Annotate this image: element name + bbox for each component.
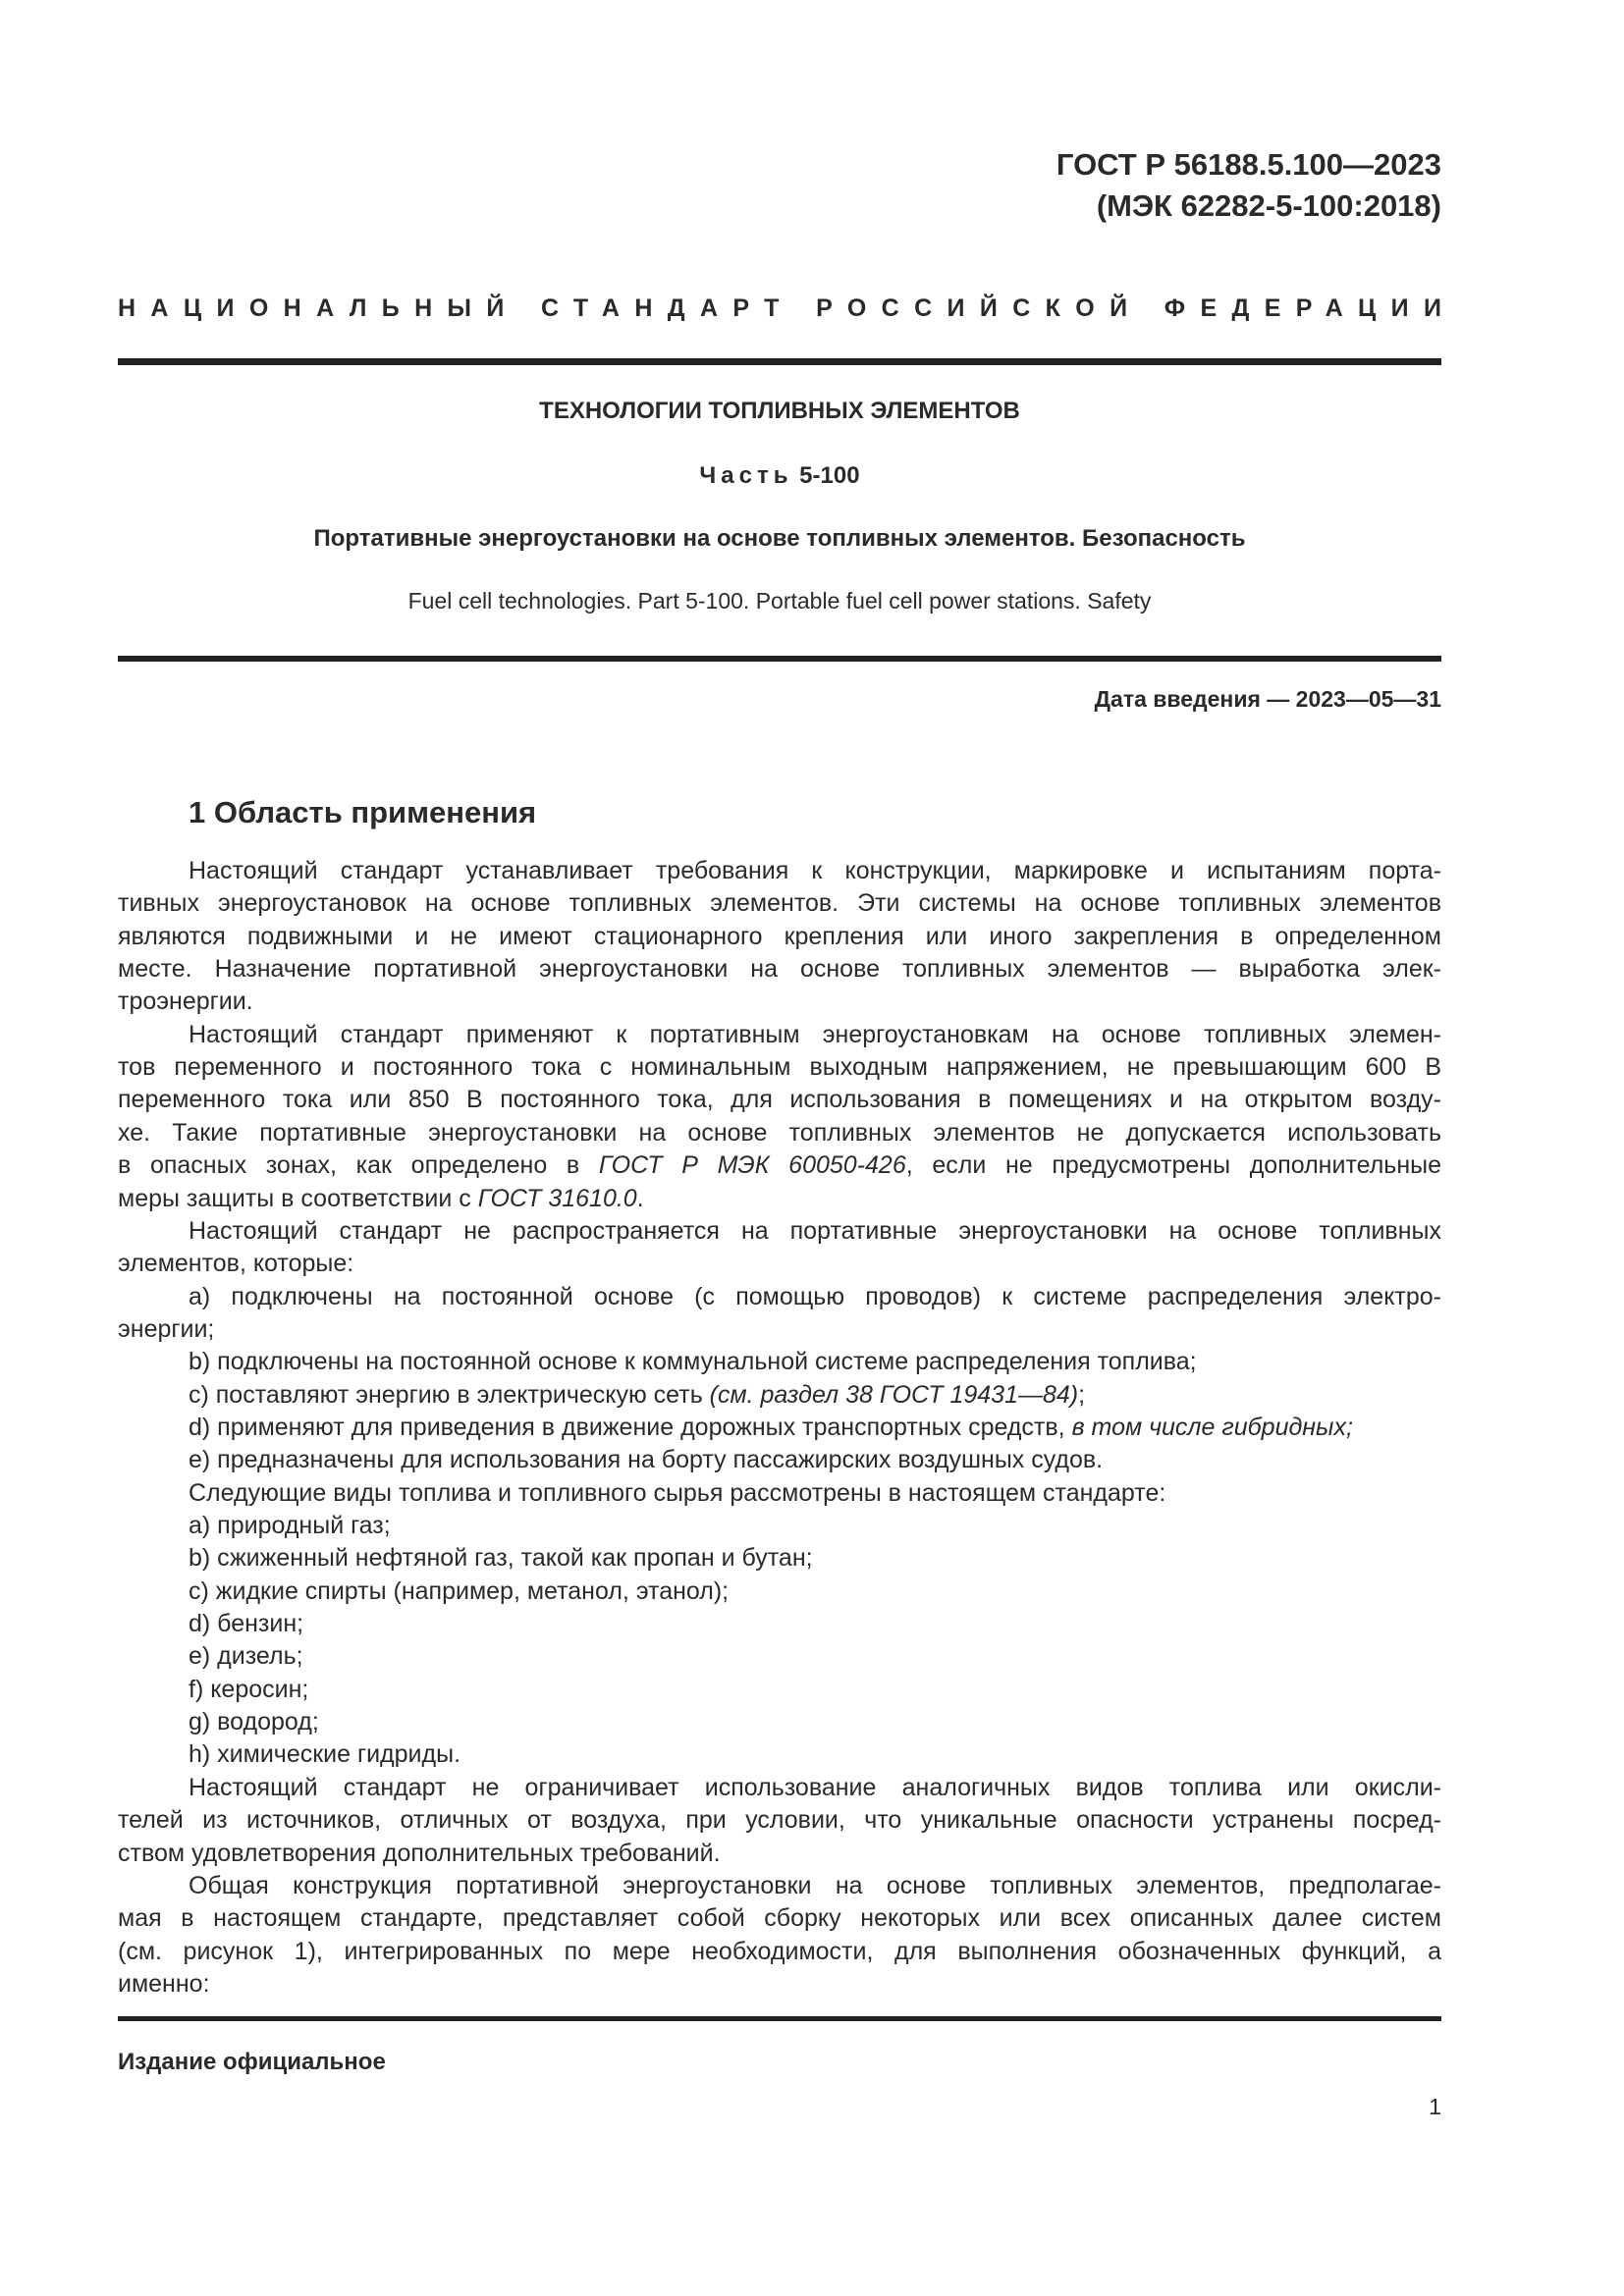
part-word: Часть — [699, 462, 793, 489]
text-segment: энергии; — [118, 1314, 215, 1343]
part-label — [118, 462, 1441, 490]
text-line — [118, 1675, 1441, 1704]
text-line — [118, 856, 1441, 885]
text-segment: переменного тока или 850 В постоянного тока, для использования в помещениях и на открытом возду- — [118, 1086, 1441, 1114]
text-line — [118, 1118, 1441, 1148]
text-segment: e) предназначены для использования на борту пассажирских воздушных судов. — [189, 1446, 1104, 1474]
text-segment: Следующие виды топлива и топливного сырья рассмотрены в настоящем стандарте: — [189, 1478, 1166, 1507]
national-standard-banner: НАЦИОНАЛЬНЫЙ СТАНДАРТ РОССИЙСКОЙ ФЕДЕРАЦИИ — [118, 294, 1457, 322]
text-line — [118, 1707, 1441, 1736]
reference-text: (см. раздел 38 ГОСТ 19431—84) — [709, 1380, 1079, 1409]
introduction-date: Дата введения — 2023—05—31 — [1094, 686, 1441, 712]
official-edition-label: Издание официальное — [118, 2049, 386, 2075]
part-number: 5-100 — [799, 462, 860, 489]
text-segment: d) применяют для приведения в движение дорожных транспортных средств, — [189, 1413, 1072, 1441]
text-line — [118, 1347, 1441, 1376]
text-segment: элементов, которые: — [118, 1250, 354, 1278]
text-segment: месте. Назначение портативной энергоустановки на основе топливных элементов — выработка элек- — [118, 955, 1441, 984]
text-line — [118, 1805, 1441, 1835]
document-title: ТЕХНОЛОГИИ ТОПЛИВНЫХ ЭЛЕМЕНТОВ — [539, 398, 1020, 424]
bottom-divider — [118, 2016, 1441, 2021]
text-line — [118, 1184, 1441, 1213]
text-line — [118, 1413, 1441, 1442]
text-segment: Настоящий стандарт применяют к портативным энергоустановкам на основе топливных элемен- — [189, 1020, 1441, 1048]
text-line — [118, 1839, 1441, 1868]
text-segment: тивных энергоустановок на основе топливных элементов. Эти системы на основе топливных элементов — [118, 889, 1441, 918]
text-segment: c) жидкие спирты (например, метанол, этанол); — [189, 1576, 730, 1605]
reference-text: ГОСТ Р МЭК 60050-426 — [598, 1151, 906, 1180]
text-segment: b) сжиженный нефтяной газ, такой как пропан и бутан; — [189, 1544, 813, 1573]
text-line — [118, 1773, 1441, 1802]
text-segment: являются подвижными и не имеют стационарного крепления или иного закрепления в определенном — [118, 922, 1441, 950]
text-segment: троэнергии. — [118, 988, 253, 1016]
text-line — [118, 1903, 1441, 1933]
text-line — [118, 888, 1441, 918]
text-segment: тов переменного и постоянного тока с номинальным выходным напряжением, не превышающим 600 В — [118, 1053, 1441, 1082]
text-segment: , если не предусмотрены дополнительные — [905, 1151, 1441, 1180]
text-line — [118, 1380, 1441, 1410]
english-title: Fuel cell technologies. Part 5-100. Portable fuel cell power stations. Safety — [407, 588, 1152, 614]
text-segment: a) природный газ; — [189, 1512, 391, 1539]
text-segment: Общая конструкция портативной энергоустановки на основе топливных элементов, предполагае- — [189, 1871, 1441, 1899]
text-line — [118, 922, 1441, 951]
text-line — [118, 1445, 1441, 1474]
text-segment: b) подключены на постоянной основе к коммунальной системе распределения топлива; — [189, 1348, 1197, 1376]
text-segment: в опасных зонах, как определено в — [118, 1151, 599, 1180]
text-line — [118, 1085, 1441, 1114]
text-segment: Настоящий стандарт не ограничивает использование аналогичных видов топлива или окисли- — [189, 1773, 1441, 1801]
text-line — [118, 1609, 1441, 1638]
text-line — [118, 1020, 1441, 1049]
text-segment: именно: — [118, 1969, 210, 1998]
text-line — [118, 1739, 1441, 1769]
text-line — [118, 1150, 1441, 1180]
text-segment: ; — [1078, 1380, 1086, 1409]
reference-text: в том числе гибридных; — [1071, 1413, 1353, 1441]
text-line — [118, 1478, 1441, 1508]
text-line — [118, 1543, 1441, 1573]
text-line — [118, 954, 1441, 984]
iec-standard-number: (МЭК 62282-5-100:2018) — [1096, 188, 1441, 223]
text-segment: меры защиты в соответствии с — [118, 1184, 478, 1212]
text-line — [118, 1052, 1441, 1082]
text-line — [118, 987, 1441, 1016]
text-segment: g) водород; — [189, 1708, 319, 1736]
text-line — [118, 1511, 1441, 1540]
text-line — [118, 1249, 1441, 1278]
text-line — [118, 1282, 1441, 1311]
text-segment: e) дизель; — [189, 1642, 303, 1671]
text-line — [118, 1969, 1441, 1999]
text-segment: d) бензин; — [189, 1610, 304, 1638]
reference-text: ГОСТ 31610.0 — [477, 1184, 637, 1212]
text-segment: h) химические гидриды. — [189, 1740, 461, 1769]
text-segment: телей из источников, отличных от воздуха, при условии, что уникальные опасности устранены посред- — [118, 1806, 1441, 1835]
text-segment: a) подключены на постоянной основе (с помощью проводов) к системе распределения электро- — [189, 1282, 1441, 1310]
text-segment: Настоящий стандарт не распространяется на портативные энергоустановки на основе топливных — [189, 1216, 1441, 1245]
text-line — [118, 1216, 1441, 1246]
text-segment: . — [636, 1184, 644, 1212]
text-segment: (см. рисунок 1), интегрированных по мере необходимости, для выполнения обозначенных функций, а — [118, 1937, 1441, 1965]
text-segment: c) поставляют энергию в электрическую сеть — [189, 1380, 710, 1409]
text-segment: ством удовлетворения дополнительных требований. — [118, 1839, 721, 1867]
text-segment: f) керосин; — [189, 1675, 309, 1703]
standard-number: ГОСТ Р 56188.5.100—2023 — [1056, 147, 1441, 182]
text-line — [118, 1576, 1441, 1606]
text-line — [118, 1937, 1441, 1966]
page-number: 1 — [1429, 2094, 1441, 2119]
title-divider — [118, 656, 1441, 662]
top-divider — [118, 358, 1441, 365]
text-line — [118, 1641, 1441, 1671]
text-segment: мая в настоящем стандарте, представляет собой сборку некоторых или всех описанных далее систем — [118, 1904, 1441, 1933]
text-segment: хе. Такие портативные энергоустановки на основе топливных элементов не допускается использовать — [118, 1118, 1441, 1147]
text-line — [118, 1871, 1441, 1900]
text-segment: Настоящий стандарт устанавливает требования к конструкции, маркировке и испытаниям порта- — [189, 857, 1441, 884]
document-subtitle: Портативные энергоустановки на основе топливных элементов. Безопасность — [313, 525, 1246, 552]
section-heading: 1 Область применения — [189, 795, 537, 829]
text-line — [118, 1314, 1441, 1344]
